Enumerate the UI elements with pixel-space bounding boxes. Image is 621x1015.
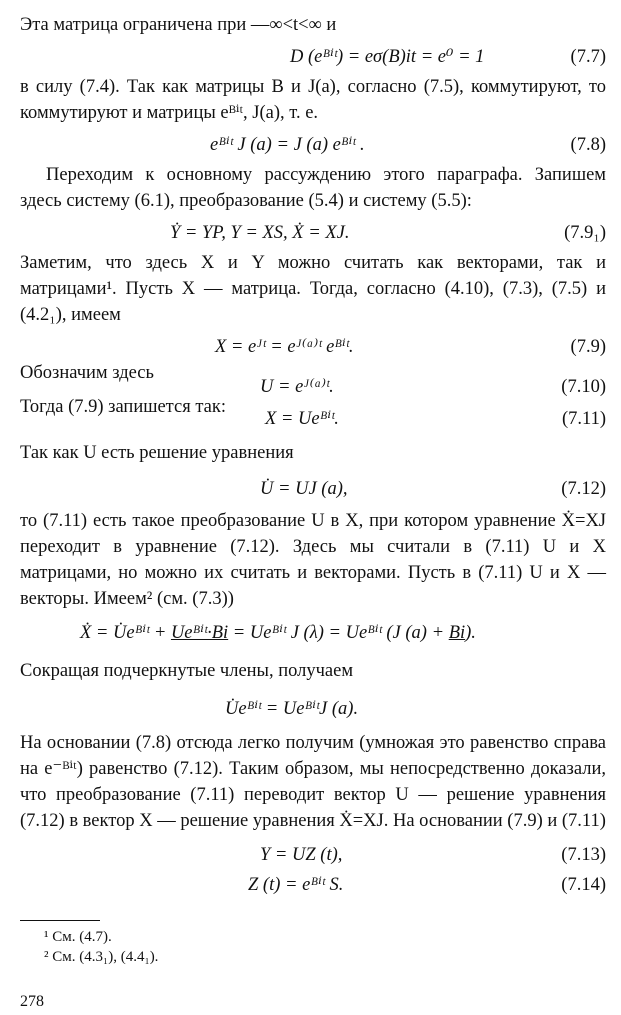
equation-long-underlined-2: Bi: [448, 623, 466, 643]
equation-7-13-number: (7.13): [561, 845, 606, 865]
paragraph-5: Так как U есть решение уравнения: [20, 443, 294, 463]
paragraph-4: Заметим, что здесь X и Y можно считать как векторами, так и матрицами¹. Пусть X — матрица. Тогда, согласно (4.10), (7.3), (7.5) и (4.2₁), имеем: [20, 253, 606, 325]
footnote-rule: [20, 920, 100, 921]
paragraph-2: в силу (7.4). Так как матрицы B и J(a), согласно (7.5), коммутируют, то коммутируют и матрицы eᴮⁱᵗ, J(a), т. е.: [20, 77, 606, 123]
equation-long-body: [80, 620, 476, 646]
equation-7-7: [140, 38, 606, 74]
equation-7-8-body: eᴮⁱᵗ J (a) = J (a) eᴮⁱᵗ .: [210, 135, 365, 155]
equation-7-9: [20, 328, 606, 364]
equation-7-12-body: U̇ = UJ (a),: [260, 479, 348, 499]
equation-reduced: [20, 684, 606, 728]
equation-7-8: [20, 126, 606, 162]
paragraph-6: то (7.11) есть такое преобразование U в X, при котором уравнение Ẋ=XJ переходит в уравнение (7.12). Здесь мы считали в (7.11) U и X матрицами, но можно их считать и векторами. Пусть в (7.11) U и X — векторы. Имеем² (см. (7.3)): [20, 511, 606, 609]
equation-7-13: [20, 834, 606, 868]
label-7-10: Обозначим здесь: [20, 363, 154, 383]
equation-7-14: [20, 868, 606, 898]
equation-7-10-body: U = eᴶ⁽ᵃ⁾ᵗ.: [260, 377, 334, 397]
equation-long-part-5: ).: [465, 623, 476, 643]
equation-7-8-number: (7.8): [570, 135, 606, 155]
footnote-1: ¹ См. (4.7).: [44, 929, 112, 945]
equation-long-part-1: Ẋ = U̇eᴮⁱᵗ +: [80, 623, 171, 643]
equation-7-10-number: (7.10): [561, 377, 606, 397]
equation-7-10: [20, 363, 606, 397]
label-7-11: Тогда (7.9) запишется так:: [20, 397, 226, 417]
equation-7-7-number: (7.7): [570, 47, 606, 67]
equation-long: [20, 612, 606, 654]
equation-7-9-body: X = eᴶᵗ = eᴶ⁽ᵃ⁾ᵗ eᴮⁱᵗ.: [215, 337, 354, 357]
equation-7-9-number: (7.9): [570, 337, 606, 357]
paragraph-1: Эта матрица ограничена при —∞<t<∞ и: [20, 15, 337, 35]
equation-7-12-number: (7.12): [561, 479, 606, 499]
paragraph-7: Сокращая подчеркнутые члены, получаем: [20, 661, 354, 681]
equation-7-9-1-number: (7.9₁): [564, 223, 606, 243]
equation-7-14-number: (7.14): [561, 875, 606, 895]
equation-7-11-body: X = Ueᴮⁱᵗ.: [265, 409, 339, 429]
equation-long-underlined-1: Ueᴮⁱᵗ·Bi: [170, 623, 229, 643]
paragraph-8: На основании (7.8) отсюда легко получим (умножая это равенство справа на e⁻ᴮⁱᵗ) равенство (7.12). Таким образом, мы непосредственно доказали, что преобразование (7.11) переводит вектор U — решение уравнения (7.12) в вектор X — решение уравнения Ẋ=XJ. На основании (7.9) и (7.11): [20, 733, 606, 831]
equation-7-11-number: (7.11): [561, 409, 606, 429]
equation-7-12: [20, 466, 606, 508]
equation-7-7-body: D (eᴮⁱᵗ) = eσ(B)it = e⁰ = 1: [290, 47, 485, 67]
equation-reduced-body: U̇eᴮⁱᵗ = UeᴮⁱᵗJ (a).: [225, 699, 359, 719]
paragraph-3: Переходим к основному рассуждению этого параграфа. Запишем здесь систему (6.1), преобразование (5.4) и систему (5.5):: [20, 165, 606, 211]
equation-7-14-body: Z (t) = eᴮⁱᵗ S.: [248, 875, 344, 895]
equation-7-11: [20, 392, 606, 432]
equation-7-9-1: [20, 214, 606, 250]
page-number: 278: [20, 993, 44, 1010]
equation-long-part-3: = Ueᴮⁱᵗ J (λ) = Ueᴮⁱᵗ (J (a) +: [228, 623, 449, 643]
equation-7-9-1-body: Ẏ = YP, Y = XS, Ẋ = XJ.: [170, 223, 350, 243]
page: [20, 12, 606, 1015]
equation-7-13-body: Y = UZ (t),: [260, 845, 343, 865]
footnote-2: ² См. (4.3₁), (4.4₁).: [44, 949, 159, 965]
